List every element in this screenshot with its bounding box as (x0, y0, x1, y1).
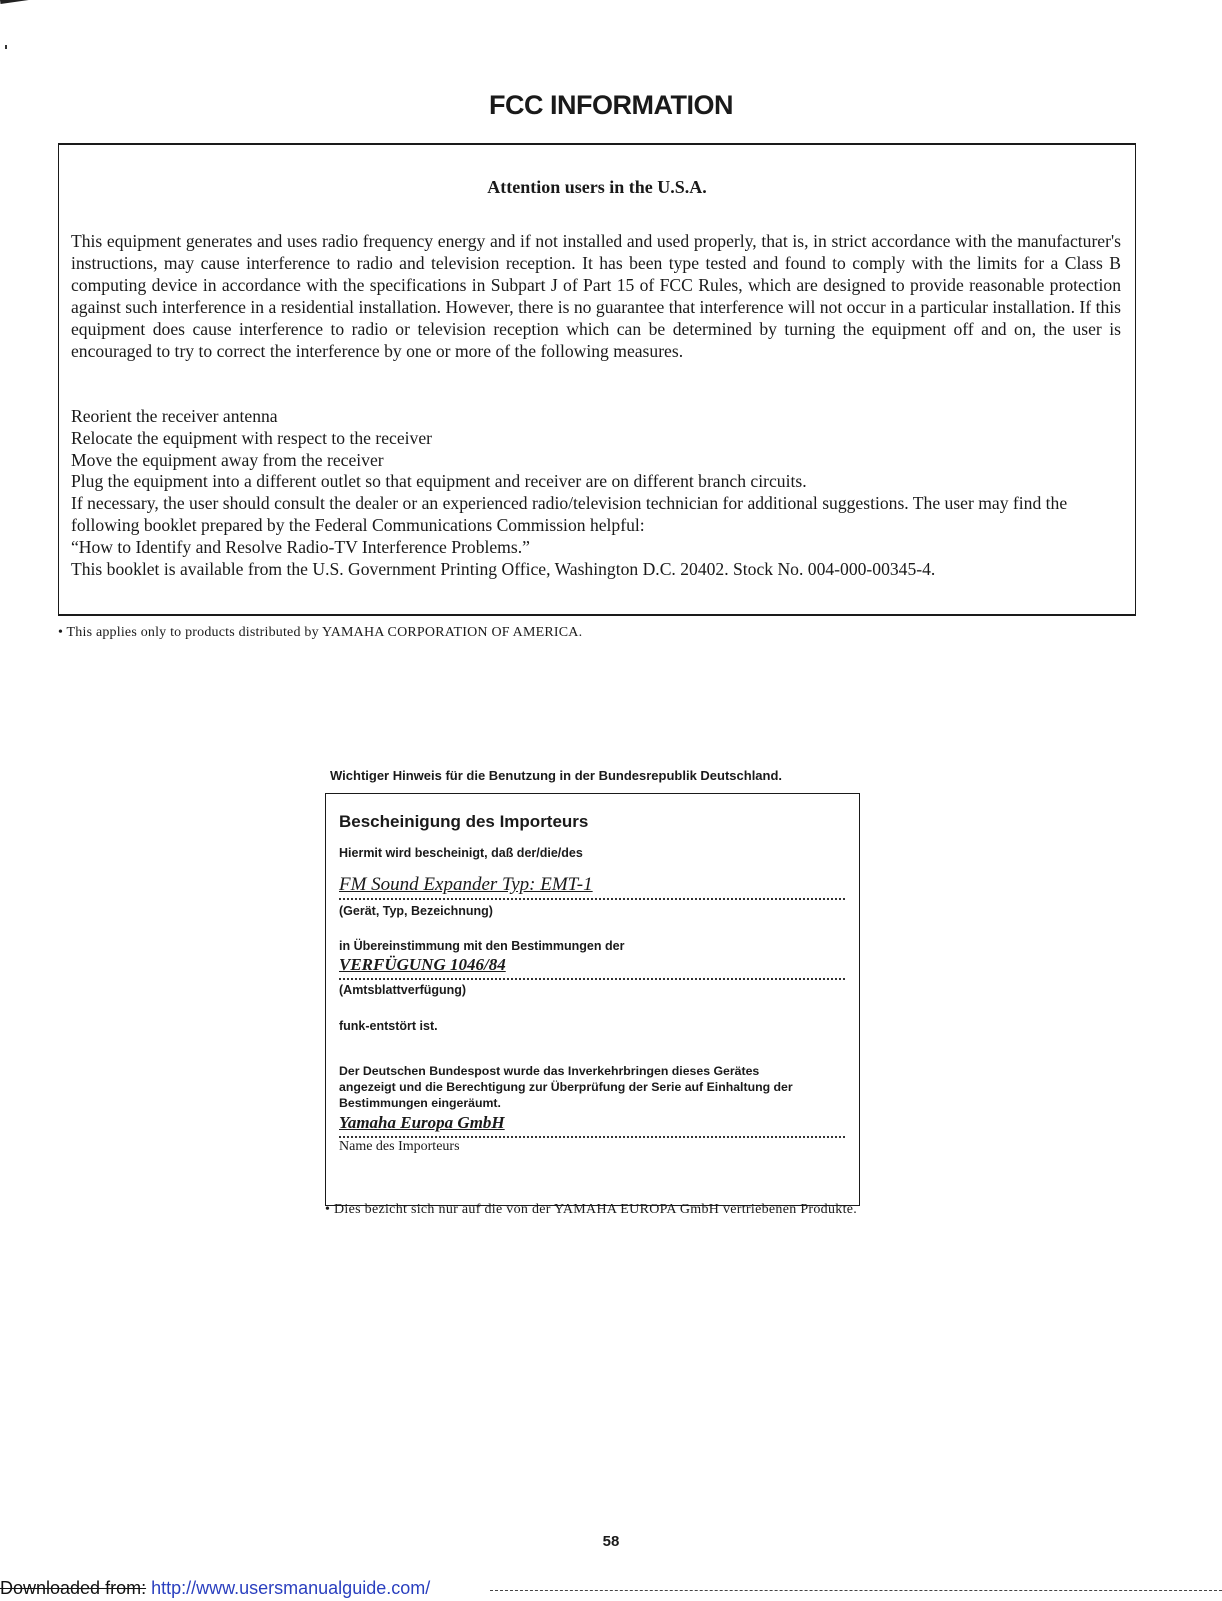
importer-value: Yamaha Europa GmbH (339, 1113, 505, 1132)
importer-certificate-box (325, 793, 860, 1206)
download-link[interactable]: http://www.usersmanualguide.com/ (151, 1578, 431, 1598)
certify-line: Hiermit wird bescheinigt, daß der/die/des (339, 846, 583, 860)
footer-divider (490, 1590, 1222, 1591)
fcc-measures-list (71, 406, 1125, 580)
regulation-value: VERFÜGUNG 1046/84 (339, 955, 506, 974)
certificate-title: Bescheinigung des Importeurs (339, 812, 589, 831)
download-footer (0, 1578, 430, 1599)
scan-artifact (0, 0, 34, 4)
scan-artifact (5, 45, 7, 49)
page-number: 58 (602, 1533, 620, 1550)
page-title: FCC INFORMATION (489, 90, 733, 120)
device-value: FM Sound Expander Typ: EMT-1 (339, 874, 593, 895)
germany-footnote: • Dies bezicht sich nur auf die von der YAMAHA EUROPA GmbH vertriebenen Produkte. (325, 1202, 858, 1217)
fcc-footnote: • This applies only to products distributed by YAMAHA CORPORATION OF AMERICA. (58, 625, 583, 640)
fcc-availability: This booklet is available from the U.S. Government Printing Office, Washington D.C. 20402. Stock No. 004-000-00345-4. (71, 558, 936, 579)
download-label: Downloaded from: (0, 1578, 147, 1598)
fcc-consult-text: If necessary, the user should consult the dealer or an experienced radio/television technician for additional suggestions. The user may find the following booklet prepared by the Federal Communications Commission helpful: (71, 493, 1068, 535)
regulation-caption: (Amtsblattverfügung) (339, 983, 467, 997)
fcc-heading: Attention users in the U.S.A. (487, 177, 707, 197)
importer-caption: Name des Importeurs (339, 1139, 460, 1154)
suppressed-line: funk-entstört ist. (339, 1019, 438, 1033)
fcc-notice-box (58, 143, 1136, 616)
fcc-measure: Relocate the equipment with respect to the receiver (71, 427, 433, 448)
regulation-field (339, 954, 845, 980)
importer-field (339, 1112, 845, 1138)
device-field (339, 874, 845, 900)
device-caption: (Gerät, Typ, Bezeichnung) (339, 904, 493, 918)
conformity-line: in Übereinstimmung mit den Bestimmungen der (339, 939, 625, 953)
fcc-measure: Reorient the receiver antenna (71, 406, 278, 426)
fcc-booklet-title: “How to Identify and Resolve Radio-TV Interference Problems.” (71, 536, 530, 557)
post-notice: Der Deutschen Bundespost wurde das Inverkehrbringen dieses Gerätes angezeigt und die Berechtigung zur Überprüfung der Serie auf Einhaltung der Bestimmungen eingeräumt. (339, 1064, 793, 1110)
germany-heading: Wichtiger Hinweis für die Benutzung in der Bundesrepublik Deutschland. (330, 768, 783, 783)
fcc-measure: Move the equipment away from the receiver (71, 449, 384, 470)
fcc-measure: Plug the equipment into a different outlet so that equipment and receiver are on different branch circuits. (71, 471, 807, 492)
fcc-paragraph: This equipment generates and uses radio frequency energy and if not installed and used properly, that is, in strict accordance with the manufacturer's instructions, may cause interference to radio and television reception. It has been type tested and found to comply with the limits for a Class B computing device in accordance with the specifications in Subpart J of Part 15 of FCC Rules, which are designed to provide reasonable protection against such interference in a residential installation. However, there is no guarantee that interference will not occur in a particular installation. If this equipment does cause interference to radio or television reception which can be determined by turning the equipment off and on, the user is encouraged to try to correct the interference by one or more of the following measures. (71, 231, 1121, 361)
